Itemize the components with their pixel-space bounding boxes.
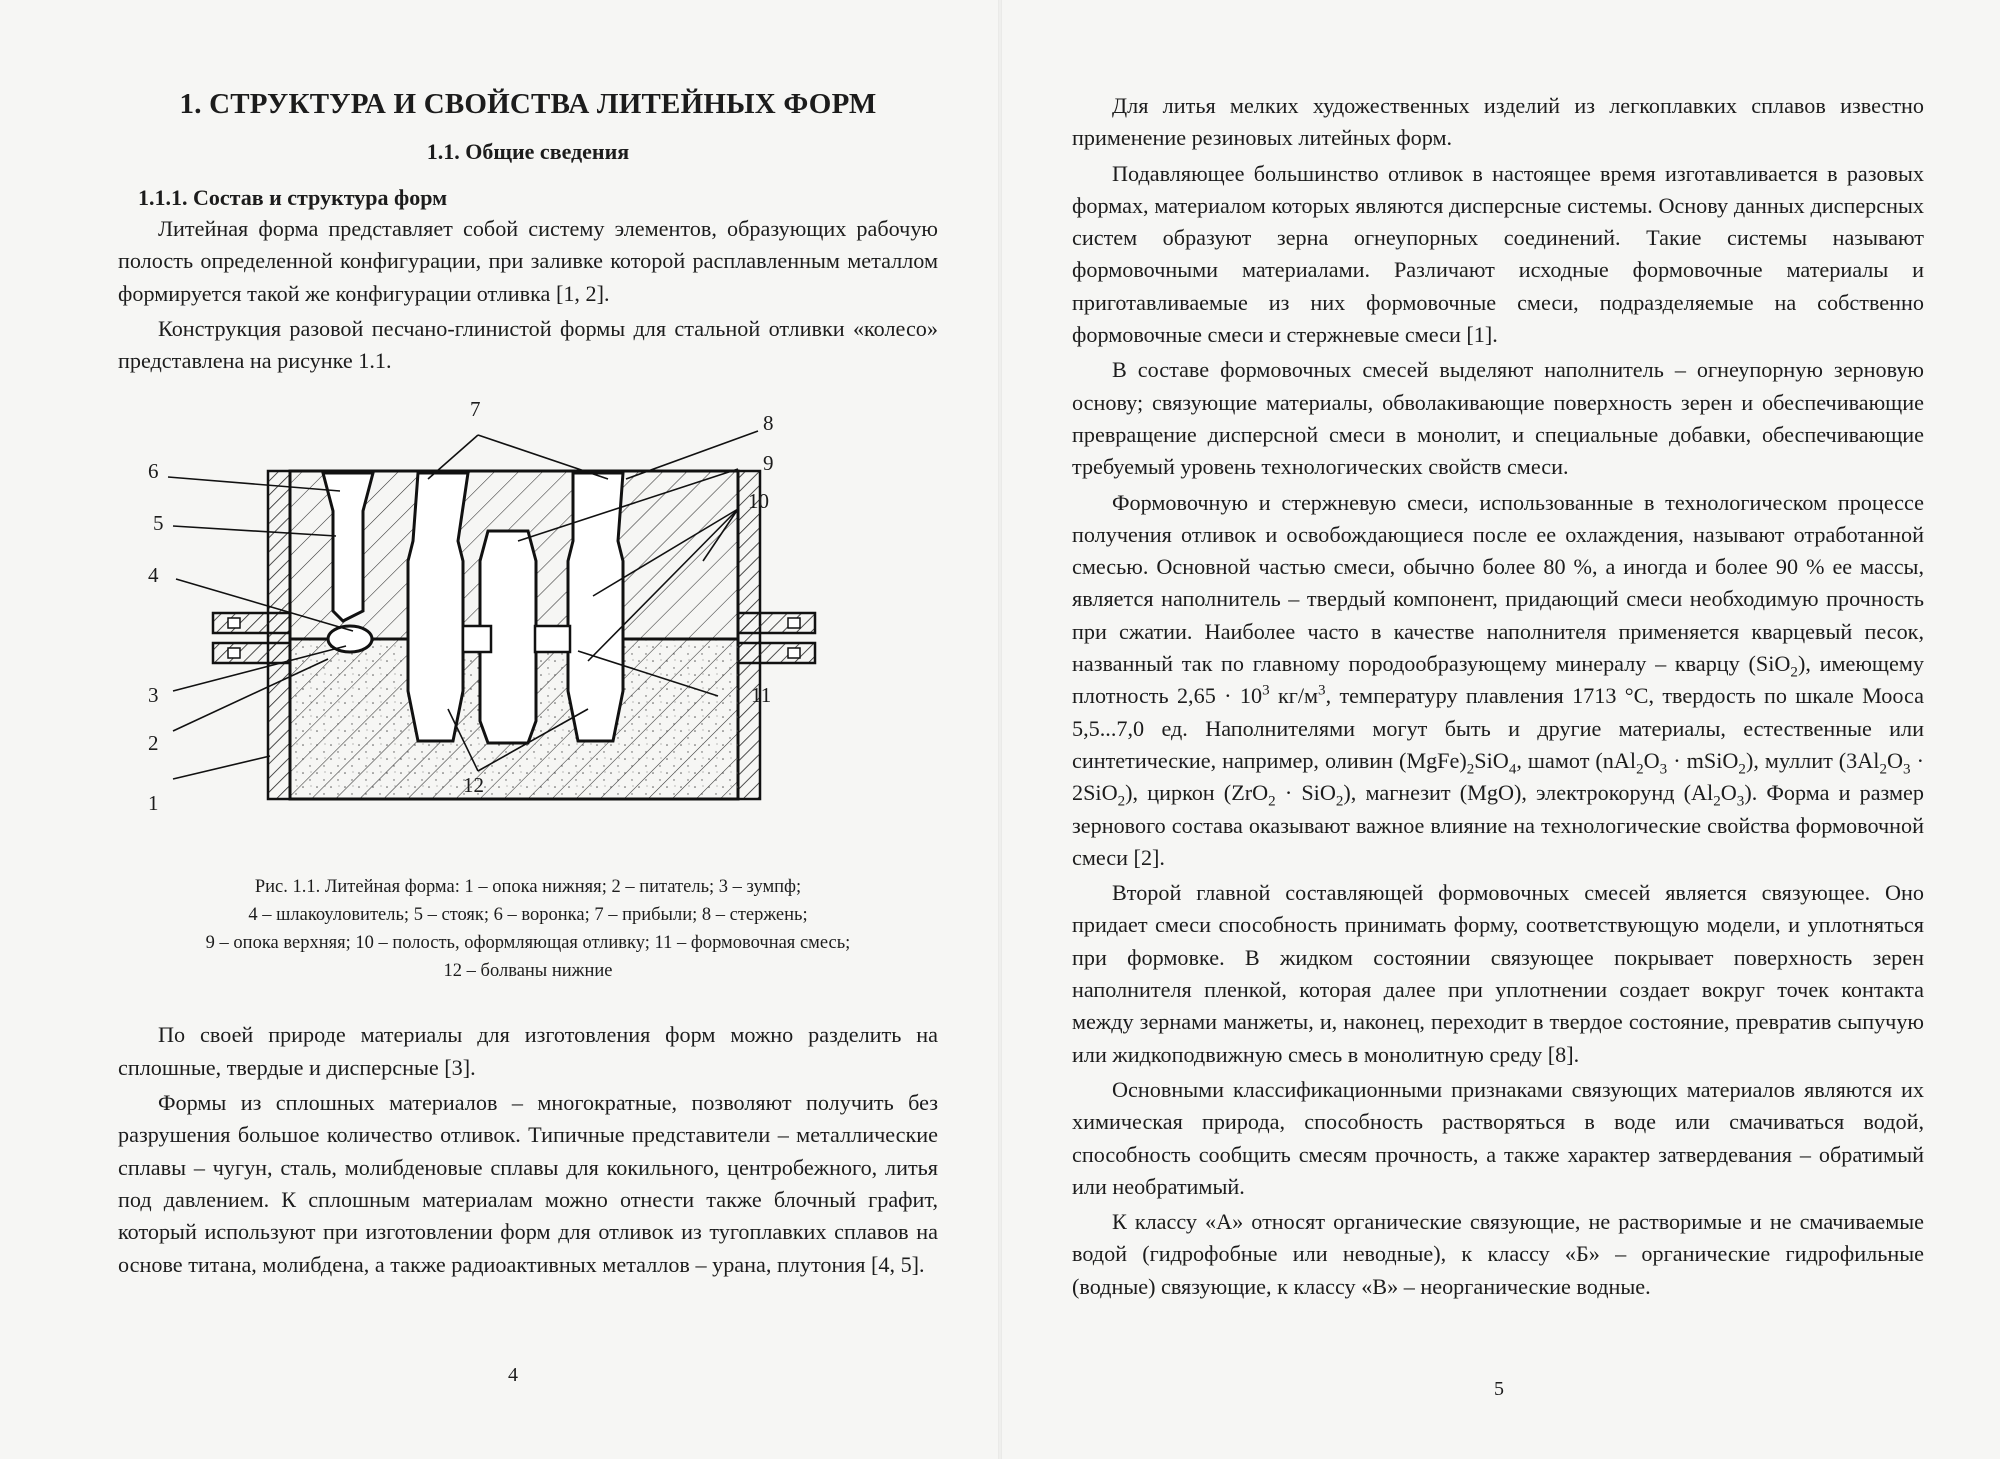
- page-number-left: 4: [508, 1364, 518, 1386]
- figure-label-6: 6: [148, 459, 159, 484]
- text-run: SiO: [1474, 747, 1509, 773]
- text-run: · SiO: [1275, 780, 1336, 806]
- paragraph: Формы из сплошных материалов – многократные, позволяют получить без разрушения большое количество отливок. Типичные представители – металлические сплавы – чугун, сталь, молибденовые сплавы для кокильного, центробежного, литья под давлением. К сплошным материалам можно отнести также блочный графит, который используют при изготовлении форм для отливок из тугоплавких сплавов на основе титана, молибдена, а также радиоактивных металлов – урана, плутония [4, 5].: [118, 1090, 938, 1277]
- figure-label-11: 11: [751, 683, 772, 708]
- text-run: , температуру плавления 1713 °С, твердость по шкале Мооса 5,5...7,0 ед. Наполнителями могут быть и другие материалы, естественные или синтетические, например, оливин (MgFe): [1072, 683, 1925, 773]
- figure-label-1: 1: [148, 791, 159, 816]
- text-run: ), муллит (3Al: [1745, 747, 1880, 773]
- caption-line: 12 – болваны нижние: [443, 961, 613, 982]
- subscript: 2: [1117, 793, 1126, 810]
- paragraph: Второй главной составляющей формовочных смесей является связующее. Оно придает смеси способность принимать форму, соответствующую модели, и уплотняться при формовке. В жидком состоянии связующее покрывает поверхность зерен наполнителя пленкой, которая далее при уплотнении создает вокруг точек контакта между зернами манжеты, и, наконец, переходит в твердое состояние, превратив сыпучую или жидкоподвижную смесь в монолитную среду [8].: [1072, 880, 1924, 1067]
- subscript: 2: [1636, 761, 1644, 778]
- subscript: 2: [1466, 761, 1475, 778]
- flask-wall-left: [268, 471, 290, 799]
- figure-label-4: 4: [148, 563, 159, 588]
- caption-line: 9 – опока верхняя; 10 – полость, оформляющая отливку; 11 – формовочная смесь;: [205, 933, 851, 954]
- paragraph: По своей природе материалы для изготовления форм можно разделить на сплошные, твердые и дисперсные [3].: [118, 1022, 938, 1080]
- paragraph-filler-composition: [1072, 487, 1924, 875]
- subscript: 4: [1508, 761, 1517, 778]
- subsection-title: 1.1.1. Состав и структура форм: [138, 185, 448, 210]
- paragraph: Литейная форма представляет собой систему элементов, образующих рабочую полость определенной конфигурации, при заливке которой расплавленным металлом формируется такой же конфигурации отливка [1, 2].: [118, 216, 938, 306]
- text-run: , шамот (nAl: [1516, 747, 1637, 773]
- casting-mold-figure: [118, 391, 938, 861]
- paragraph: Для литья мелких художественных изделий из легкоплавких сплавов известно применение резиновых литейных форм.: [1072, 93, 1924, 151]
- figure-label-12: 12: [463, 773, 484, 798]
- figure-label-8: 8: [763, 411, 774, 436]
- subscript: 2: [1879, 761, 1888, 778]
- text-run: O: [1887, 747, 1904, 773]
- superscript: 3: [1262, 682, 1270, 699]
- section-title: 1.1. Общие сведения: [426, 139, 630, 164]
- subscript: 3: [1736, 793, 1745, 810]
- subscript: 2: [1713, 793, 1721, 810]
- page-number-right: 5: [1494, 1378, 1504, 1400]
- text-run: кг/м: [1269, 683, 1319, 709]
- superscript: 3: [1318, 682, 1326, 699]
- figure-label-10: 10: [748, 489, 769, 514]
- subscript: 3: [1659, 761, 1668, 778]
- paragraph: В составе формовочных смесей выделяют наполнитель – огнеупорную зерновую основу; связующие материалы, обволакивающие поверхность зерен и обеспечивающие превращение дисперсной смеси в монолит, и специальные добавки, обеспечивающие требуемый уровень технологических свойств смеси.: [1072, 357, 1924, 480]
- subscript: 3: [1903, 761, 1911, 778]
- caption-line: 4 – шлакоуловитель; 5 – стояк; 6 – воронка; 7 – прибыли; 8 – стержень;: [248, 905, 808, 926]
- text-run: ). Форма и размер зернового состава оказывают важное влияние на технологические свойства формовочной смеси [2].: [1072, 780, 1924, 870]
- figure-label-3: 3: [148, 683, 159, 708]
- paragraph: К классу «А» относят органические связующие, не растворимые и не смачиваемые водой (гидрофобные или неводные), к классу «Б» – органические гидрофильные (водные) связующие, к классу «В» – неорганические водные.: [1072, 1209, 1924, 1299]
- text-run: ), магнезит (MgO), электрокорунд (Al: [1343, 780, 1714, 806]
- chapter-title: 1. СТРУКТУРА И СВОЙСТВА ЛИТЕЙНЫХ ФОРМ: [179, 88, 877, 120]
- text-run: ), имеющему плотность 2,65 · 10: [1072, 651, 1925, 709]
- figure-label-5: 5: [153, 511, 164, 536]
- text-run: · mSiO: [1667, 747, 1739, 773]
- figure-caption: [118, 873, 938, 985]
- text-run: O: [1720, 780, 1737, 806]
- subscript: 2: [1268, 793, 1276, 810]
- paragraph: Подавляющее большинство отливок в настоящее время изготавливается в разовых формах, материалом которых являются дисперсные системы. Основу данных дисперсных систем образуют зерна огнеупорных соединений. Такие системы называют формовочными материалами. Различают исходные формовочные материалы и приготавливаемые из них формовочные смеси, подразделяемые на собственно формовочные смеси и стержневые смеси [1].: [1072, 160, 1924, 348]
- text-run: ), циркон (ZrO: [1125, 780, 1269, 806]
- subscript: 2: [1790, 664, 1798, 681]
- figure-label-9: 9: [763, 451, 774, 476]
- right-page: [1000, 0, 2000, 1459]
- casting-mold-drawing: [118, 391, 938, 861]
- paragraph: Основными классификационными признаками связующих материалов являются их химическая природа, способность растворяться в воде или смачиваться водой, способность сообщить смесям прочность, а также характер затвердевания – обратимый или необратимый.: [1072, 1076, 1924, 1199]
- figure-label-2: 2: [148, 731, 159, 756]
- paragraph: Конструкция разовой песчано-глинистой формы для стальной отливки «колесо» представлена на рисунке 1.1.: [118, 315, 938, 374]
- flask-wall-right: [738, 471, 760, 799]
- caption-line: Рис. 1.1. Литейная форма: 1 – опока нижняя; 2 – питатель; 3 – зумпф;: [254, 877, 802, 898]
- subscript: 2: [1335, 793, 1344, 810]
- text-run: · 2SiO: [1072, 747, 1924, 806]
- subscript: 2: [1738, 761, 1746, 778]
- text-run: O: [1643, 747, 1660, 773]
- text-run: Формовочную и стержневую смеси, использованные в технологическом процессе получения отливок и освобождающиеся после ее охлаждения, называют отработанной смесью. Основной частью смеси, обычно более 80 %, а иногда и более 90 % ее массы, является наполнитель – твердый компонент, придающий смеси необходимую прочность при сжатии. Наиболее часто в качестве наполнителя применяется кварцевый песок, названный так по главному породообразующему минералу – кварцу (SiO: [1072, 489, 1924, 677]
- figure-label-7: 7: [470, 397, 481, 422]
